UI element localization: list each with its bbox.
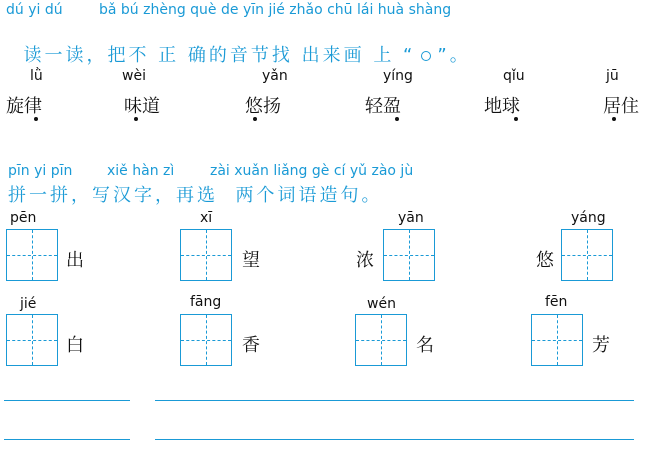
word-3-text: 悠扬 <box>245 96 281 117</box>
word-2-dot <box>134 117 138 121</box>
tian-grid-box[interactable] <box>355 314 407 366</box>
word-6-dot <box>612 117 616 121</box>
row1-item1-pinyin: pēn <box>10 210 37 226</box>
task1-instruction-text: 读一读，把不 正 确的音节找 出来画 上 “ <box>23 45 416 66</box>
task2-pinyin-1: pīn yi pīn <box>8 163 73 179</box>
word-6-text: 居住 <box>603 96 639 117</box>
tian-grid-box[interactable] <box>6 314 58 366</box>
row1-item4-char: 悠 <box>536 250 554 271</box>
row1-item3-char: 浓 <box>356 250 374 271</box>
row1-item1-char: 出 <box>66 250 84 271</box>
word-5-dot <box>514 117 518 121</box>
row2-item4-char: 芳 <box>592 335 610 356</box>
tian-grid-box[interactable] <box>561 229 613 281</box>
word-6-pinyin: jū <box>606 68 619 84</box>
word-4-dot <box>395 117 399 121</box>
task1-pinyin-1: dú yi dú <box>6 2 63 18</box>
task2-pinyin-3: zài xuǎn liǎng gè cí yǔ zào jù <box>210 163 414 179</box>
row2-item1-char: 白 <box>66 335 84 356</box>
word-1-pinyin: lǜ <box>30 68 43 84</box>
writing-line[interactable] <box>155 439 634 440</box>
word-5-pinyin: qǐu <box>503 68 525 84</box>
writing-line[interactable] <box>4 439 130 440</box>
tian-grid-box[interactable] <box>180 314 232 366</box>
word-2-text: 味道 <box>124 96 160 117</box>
word-4-text: 轻盈 <box>365 96 401 117</box>
row1-item4-pinyin: yáng <box>571 210 606 226</box>
row1-item3-pinyin: yān <box>398 210 424 226</box>
row2-item3-pinyin: wén <box>367 296 396 312</box>
tian-grid-box[interactable] <box>180 229 232 281</box>
circle-symbol-icon <box>421 51 431 61</box>
row2-item4-pinyin: fēn <box>545 294 568 310</box>
task1-instruction-end: ”。 <box>437 45 471 66</box>
word-1-dot <box>34 117 38 121</box>
row2-item1-pinyin: jié <box>20 296 37 312</box>
row2-item2-pinyin: fāng <box>190 294 222 310</box>
word-3-dot <box>253 117 257 121</box>
word-5-text: 地球 <box>484 96 520 117</box>
row1-item2-pinyin: xī <box>200 210 213 226</box>
word-3-pinyin: yǎn <box>262 68 288 84</box>
tian-grid-box[interactable] <box>6 229 58 281</box>
task2-instruction: 拼一拼，写汉字，再选 两个词语造句。 <box>8 185 383 206</box>
row2-item2-char: 香 <box>242 335 260 356</box>
row1-item2-char: 望 <box>242 250 260 271</box>
task1-instruction <box>6 20 471 67</box>
task1-pinyin-2: bǎ bú zhèng què de yīn jié zhǎo chū lái huà shàng <box>99 2 452 18</box>
writing-line[interactable] <box>4 400 130 401</box>
word-2-pinyin: wèi <box>122 68 146 84</box>
tian-grid-box[interactable] <box>383 229 435 281</box>
tian-grid-box[interactable] <box>531 314 583 366</box>
task2-pinyin-2: xiě hàn zì <box>107 163 175 179</box>
word-4-pinyin: yíng <box>383 68 413 84</box>
row2-item3-char: 名 <box>416 335 434 356</box>
word-1-text: 旋律 <box>6 96 42 117</box>
writing-line[interactable] <box>155 400 634 401</box>
